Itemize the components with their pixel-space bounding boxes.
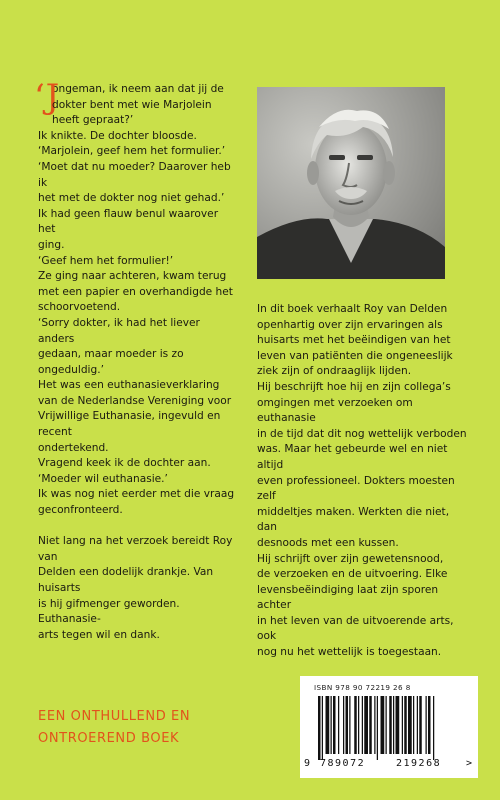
excerpt-line: Ik had geen flauw benul waarover het	[38, 207, 219, 236]
blurb-line: ziek zijn of ondraaglijk lijden.	[257, 365, 412, 378]
barcode-digits	[304, 758, 476, 769]
excerpt-line: ‘Marjolein, geef hem het formulier.’	[38, 145, 226, 158]
excerpt-line: Ze ging naar achteren, kwam terug	[38, 270, 227, 283]
excerpt-line: ‘Moeder wil euthanasie.’	[38, 472, 168, 485]
blurb-line: levensbeëindiging laat zijn sporen achter	[257, 583, 439, 612]
summary-line: is hij gifmenger geworden. Euthanasie-	[38, 597, 180, 626]
barcode-bar	[419, 696, 422, 754]
blurb-line: nog nu het wettelijk is toegestaan.	[257, 646, 442, 659]
excerpt-line: Het was een euthanasieverklaring	[38, 379, 220, 392]
excerpt-line-text: ongeman, ik neem aan dat jij de	[52, 83, 224, 95]
barcode-bar	[349, 696, 350, 754]
barcode-bar	[369, 696, 372, 754]
summary-line: arts tegen wil en dank.	[38, 628, 160, 641]
excerpt-line: heeft gepraat?’	[52, 114, 134, 127]
barcode-bar	[393, 696, 394, 754]
blurb-line: in het leven van de uitvoerende arts, ook	[257, 614, 454, 643]
blurb-line: was. Maar het gebeurde wel en niet altijd	[257, 443, 448, 471]
barcode-bar	[318, 696, 321, 760]
barcode-digit-group-2: 219268	[396, 758, 442, 769]
barcode-bar	[381, 696, 385, 754]
excerpt-line: dokter bent met wie Marjolein	[52, 98, 212, 111]
excerpt-line: met een papier en overhandigde het	[38, 285, 233, 298]
barcode-bar	[408, 696, 412, 754]
blurb-line: Hij schrijft over zijn gewetensnood,	[257, 552, 444, 565]
summary-line: Delden een dodelijk drankje. Van huisarts	[38, 566, 214, 594]
blurb-column	[257, 302, 467, 661]
blurb-line: omgingen met verzoeken om euthanasie	[257, 396, 413, 425]
excerpt-line: schoorvoetend.	[38, 301, 121, 314]
barcode-bar	[426, 696, 427, 754]
barcode-bar	[358, 696, 359, 754]
barcode-bar	[413, 696, 414, 754]
blurb-line: huisarts met het beëindigen van het	[257, 334, 451, 347]
barcode-bar	[433, 696, 434, 760]
author-photo	[257, 87, 445, 279]
excerpt-line: ondertekend.	[38, 441, 109, 454]
barcode-bar	[362, 696, 363, 754]
barcode-bar	[354, 696, 357, 754]
barcode-digit-group-1: 789072	[320, 758, 366, 769]
excerpt-line: geconfronteerd.	[38, 504, 123, 517]
tagline-line-2: ONTROEREND BOEK	[38, 731, 180, 746]
author-portrait-image	[257, 87, 445, 279]
barcode-bar	[343, 696, 344, 754]
barcode-image	[318, 696, 468, 760]
blurb-line: Hij beschrijft hoe hij en zijn collega’s	[257, 380, 451, 393]
excerpt-line: Ik knikte. De dochter bloosde.	[38, 129, 197, 142]
barcode-bar	[374, 696, 375, 754]
paragraph-gap	[38, 519, 238, 535]
excerpt-line: Vragend keek ik de dochter aan.	[38, 457, 211, 470]
barcode-lead-digit: 9	[304, 758, 311, 769]
blurb-line: desnoods met een kussen.	[257, 536, 399, 549]
barcode-bar	[364, 696, 368, 754]
barcode-tail-mark: >	[466, 758, 473, 769]
barcode-bar	[428, 696, 431, 754]
blurb-line: de verzoeken en de uitvoering. Elke	[257, 568, 448, 581]
barcode-bar	[396, 696, 400, 754]
isbn-label: ISBN 978 90 72219 26 8	[314, 683, 411, 692]
blurb-line: middeltjes maken. Werkten die niet, dan	[257, 505, 450, 534]
excerpt-column	[34, 77, 238, 643]
barcode-bar	[389, 696, 392, 754]
blurb-line: in de tijd dat dit nog wettelijk verboden	[257, 427, 467, 440]
excerpt-line: gedaan, maar moeder is zo ongeduldig.’	[38, 348, 184, 376]
drop-cap: ‘J	[34, 77, 60, 117]
barcode-panel	[300, 676, 478, 778]
blurb-line: openhartig over zijn ervaringen als	[257, 318, 443, 331]
tagline	[38, 706, 190, 750]
barcode-bar	[377, 696, 378, 760]
excerpt-line: Vrijwillige Euthanasie, ingevuld en recent	[38, 410, 221, 439]
blurb-line: In dit boek verhaalt Roy van Delden	[257, 303, 448, 315]
barcode-bar	[346, 696, 349, 754]
barcode-bar	[333, 696, 336, 754]
blurb-line: even professioneel. Dokters moesten zelf	[257, 474, 455, 503]
blurb-line: leven van patiënten die ongeneeslijk	[257, 349, 453, 362]
barcode-bar	[326, 696, 330, 754]
excerpt-line: het met de dokter nog niet gehad.’	[38, 192, 225, 205]
summary-line: Niet lang na het verzoek bereidt Roy van	[38, 535, 233, 563]
excerpt-line: ‘Moet dat nu moeder? Daarover heb ik	[38, 160, 231, 189]
barcode-bar	[322, 696, 323, 760]
barcode-bar	[338, 696, 339, 754]
excerpt-line: ging.	[38, 238, 65, 251]
barcode-bar	[331, 696, 332, 754]
barcode-bar	[404, 696, 407, 754]
excerpt-line: Ik was nog niet eerder met die vraag	[38, 488, 235, 501]
barcode-bar	[402, 696, 403, 754]
tagline-line-1: EEN ONTHULLEND EN	[38, 709, 191, 724]
excerpt-line: van de Nederlandse Vereniging voor	[38, 394, 232, 407]
excerpt-line: ‘Geef hem het formulier!’	[38, 254, 174, 267]
barcode-bar	[386, 696, 387, 754]
barcode-bar	[417, 696, 418, 754]
excerpt-line: ‘Sorry dokter, ik had het liever anders	[38, 316, 200, 345]
